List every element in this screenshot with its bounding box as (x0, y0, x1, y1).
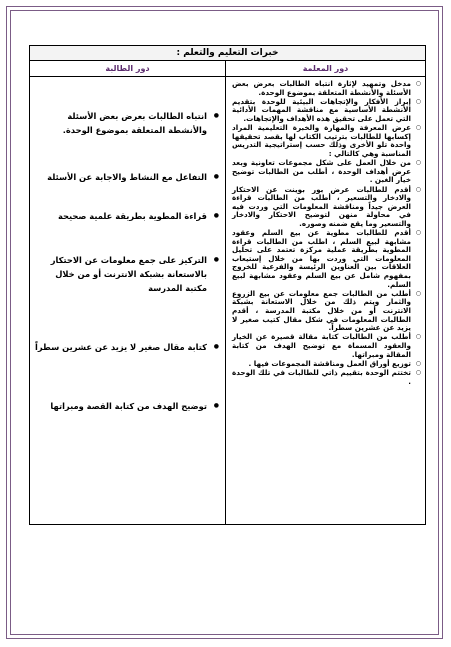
teacher-role-cell (225, 77, 425, 524)
teacher-role-list (232, 80, 421, 386)
list-item: ○ أقدم للطالبات مطوية عن بيع السلم وعقود مشابهة لبيع السلم ، اطلب من الطالبات قراءة المطوية بطريقة عملية مركزة تعتمد على تحليل المعلومات التي وردت بها من خلال إستيعاب العلاقات بين العناوين الرئيسة والفرعية للخروج بمفهوم شامل عن بيع السلم وعقود مشابهة لبيع السلم. (232, 229, 421, 289)
list-item: ● قراءة المطوية بطريقة علمية صحيحة (35, 209, 219, 223)
list-item: ○ توزيع أوراق العمل ومناقشة المجموعات فيها . (232, 360, 421, 369)
list-item: ● كتابة مقال صغير لا يزيد عن عشرين سطراً (35, 340, 219, 354)
table-title: خبرات التعليم والتعلم : (30, 46, 425, 61)
list-item: ● التركيز على جمع معلومات عن الاحتكار بالاستعانة بشبكة الانترنت أو من خلال مكتبة المدرسة (35, 253, 219, 295)
list-item: ○ أقدم للطالبات عرض بور بوينت عن الاحتكار والادخار والتسعير ، أطلب من الطالبات قراءة العرض جيداً ومناقشة المعلومات التي وردت فيه في محاولة منهن لتوضيح الاحتكار والادخار والتسعير وما يقع ضمنه وصوره. (232, 186, 421, 229)
learning-experiences-table (29, 45, 426, 525)
list-item: ○ تختتم الوحدة بتقييم ذاتي للطالبات في تلك الوحدة . (232, 369, 421, 386)
table-body-row (30, 77, 425, 524)
teacher-role-header: دور المعلمة (225, 61, 425, 76)
student-role-cell (30, 77, 225, 524)
student-role-header: دور الطالبة (105, 64, 150, 73)
list-item: ● انتباه الطالبات بعرض بعض الأسئلة والأنشطة المتعلقة بموضوع الوحدة. (35, 109, 219, 137)
list-item: ○ عرض المعرفة والمهارة والخبرة التعليمية المراد إكسابها للطالبات بترتيب الكتاب لها بقصد تحقيقها واحدة تلو الأخرى وذلك حسب إستراتيجية التدريس المناسبة وهي كالتالي : (232, 124, 421, 158)
table-header-row (30, 61, 425, 77)
list-item: ○ أطلب من الطالبات جمع معلومات عن بيع الزروع والثمار ويتم ذلك من خلال الاستعانة بشبكة الانترنت أو من خلال مكتبة المدرسة ، أقدم الطالبات المعلومات في شكل مقال كتيب صغير لا يزيد عن عشرين سطراً. (232, 290, 421, 333)
list-item: ○ إبراز الأفكار والإتجاهات البيئية للوحدة بتقديم الأنشطة الأساسية مع مناقشة المهمات الأدائية التي تعمل على تحقيق هذه الأهداف والإتجاهات. (232, 98, 421, 124)
list-item: ○ أطلب من الطالبات كتابة مقالة قصيرة عن الخيار والعقود المسماة مع توضيح الهدف من كتابة المقالة ومبراتها. (232, 333, 421, 359)
list-item: ○ مدخل وتمهيد لإثارة انتباه الطالبات بعرض بعض الأسئلة والأنشطة المتعلقة بموضوع الوحدة. (232, 80, 421, 97)
list-item: ● التفاعل مع النشاط والاجابة عن الأسئلة (35, 170, 219, 184)
list-item: ○ من خلال العمل على شكل مجموعات تعاونية وبعد عرض أهداف الوحدة ، أطلب من الطالبات توضيح خيار الغبن . (232, 159, 421, 185)
list-item: ● توضيح الهدف من كتابة القصة ومبراتها (35, 399, 219, 413)
